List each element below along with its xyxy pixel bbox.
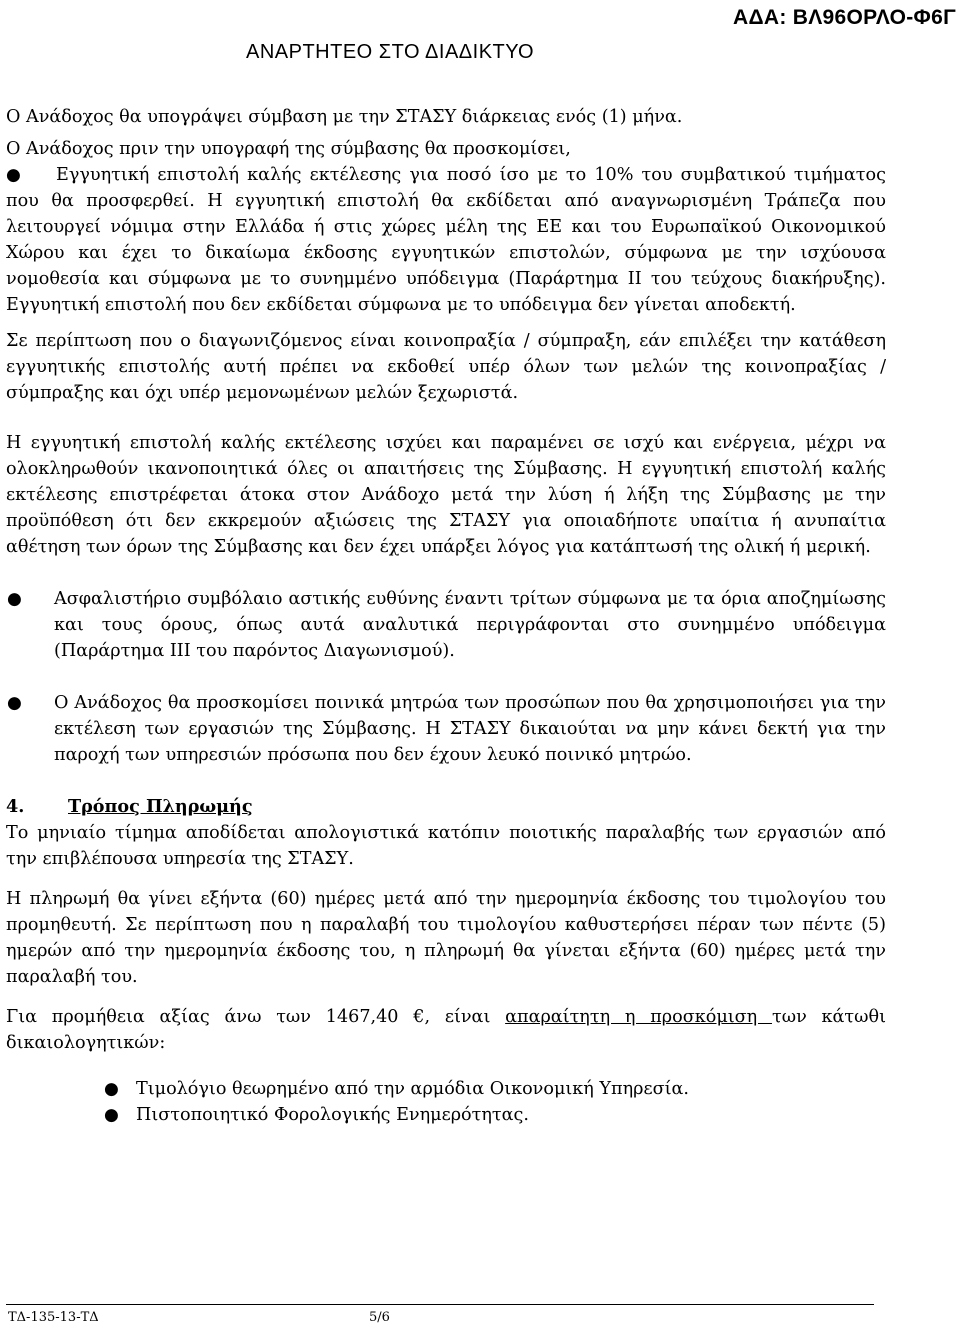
section-heading	[6, 794, 886, 820]
section-number: 4.	[6, 796, 25, 817]
guarantee-text: Εγγυητική επιστολή καλής εκτέλεσης για ποσό ίσο με το 10% του συμβατικού τιμήματος που θα προσφερθεί. Η εγγυητική επιστολή θα εκδίδεται από αναγνωρισμένη Τράπεζα που λειτουργεί νόμιμα στην Ελλάδα ή στις χώρες μέλη της ΕΕ και του Ευρωπαϊκού Οικονομικού Χώρου και έχει το δικαίωμα έκδοσης εγγυητικών επιστολών, σύμφωνα με την ισχύουσα νομοθεσία και σύμφωνα με το συνημμένο υπόδειγμα (Παράρτημα ΙΙ του τεύχους διακήρυξης). Εγγυητική επιστολή που δεν εκδίδεται σύμφωνα με το υπόδειγμα δεν γίνεται αποδεκτή.	[6, 165, 886, 315]
footer-page-number: 5/6	[369, 1310, 390, 1325]
guarantee-validity-text: Η εγγυητική επιστολή καλής εκτέλεσης ισχύει και παραμένει σε ισχύ και ενέργεια, μέχρι να ολοκληρωθούν ικανοποιητικά όλες οι απαιτήσεις της Σύμβασης. Η εγγυητική επιστολή καλής εκτέλεσης επιστρέφεται άτοκα στον Ανάδοχο μετά την λύση ή λήξη της Σύμβασης με την προϋπόθεση ότι δεν εκκρεμούν αξιώσεις της ΣΤΑΣΥ για οποιαδήποτε υπαίτια ή ανυπαίτια αθέτηση των όρων της Σύμβασης και δεν έχει υπάρξει λόγος για κατάπτωσή της ολική ή μερική.	[6, 433, 886, 557]
required-docs-list	[6, 1076, 886, 1128]
payment-paragraph-3	[6, 1004, 886, 1056]
bullet-icon: ●	[104, 1105, 119, 1125]
bullet-icon: ●	[104, 1079, 119, 1099]
bullet-icon: ●	[6, 165, 21, 185]
pre-signature-text: Ο Ανάδοχος πριν την υπογραφή της σύμβασης θα προσκομίσει,	[6, 139, 571, 159]
required-docs-underlined: απαραίτητη η προσκόμιση	[505, 1007, 772, 1027]
insurance-text: Ασφαλιστήριο συμβόλαιο αστικής ευθύνης έναντι τρίτων σύμφωνα με τα όρια αποζημίωσης και τους όρους, όπως αυτά αναλυτικά περιγράφονται στο συνημμένο υπόδειγμα (Παράρτημα ΙΙΙ του παρόντος Διαγωνισμού).	[54, 589, 886, 661]
contract-duration-text: Ο Ανάδοχος θα υπογράψει σύμβαση με την ΣΤΑΣΥ διάρκειας ενός (1) μήνα.	[6, 107, 683, 127]
list-item: ● Πιστοποιητικό Φορολογικής Ενημερότητας.	[6, 1102, 886, 1128]
guarantee-item	[6, 162, 886, 318]
criminal-record-item	[6, 690, 886, 768]
payment-paragraph-2: Η πληρωμή θα γίνει εξήντα (60) ημέρες μετά από την ημερομηνία έκδοσης του τιμολογίου του προμηθευτή. Σε περίπτωση που η παραλαβή του τιμολογίου καθυστερήσει πέραν των πέντε (5) ημερών από την ημερομηνία έκδοσης του, η πληρωμή θα γίνεται εξήντα (60) ημέρες μετά την παραλαβή του.	[6, 889, 886, 987]
payment-paragraph-1: Το μηνιαίο τίμημα αποδίδεται απολογιστικά κατόπιν ποιοτικής παραλαβής των εργασιών από την επιβλέπουσα υπηρεσία της ΣΤΑΣΥ.	[6, 823, 886, 869]
bullet-icon: ●	[7, 589, 22, 609]
list-item: ● Τιμολόγιο θεωρημένο από την αρμόδια Οικονομική Υπηρεσία.	[6, 1076, 886, 1102]
document-body	[6, 104, 886, 1128]
required-docs-suffix: των κάτωθι δικαιολογητικών:	[6, 1007, 886, 1053]
consortium-text: Σε περίπτωση που ο διαγωνιζόμενος είναι κοινοπραξία / σύμπραξη, εάν επιλέξει την κατάθεση εγγυητικής επιστολής αυτή πρέπει να εκδοθεί υπέρ όλων των μελών της κοινοπραξίας / σύμπραξης και όχι υπέρ μεμονωμένων μελών ξεχωριστά.	[6, 331, 886, 403]
bullet-icon: ●	[7, 693, 22, 713]
criminal-record-text: Ο Ανάδοχος θα προσκομίσει ποινικά μητρώα των προσώπων που θα χρησιμοποιήσει για την εκτέλεση των εργασιών της Σύμβασης. Η ΣΤΑΣΥ δικαιούται να μην κάνει δεκτή για την παροχή των υπηρεσιών πρόσωπα που δεν έχουν λευκό ποινικό μητρώο.	[54, 693, 886, 765]
footer-document-code: ΤΔ-135-13-ΤΔ	[8, 1310, 99, 1325]
footer-divider	[6, 1304, 874, 1305]
section-title: Τρόπος Πληρωμής	[68, 796, 253, 817]
insurance-item	[6, 586, 886, 664]
required-docs-prefix: Για προμήθεια αξίας άνω των 1467,40 €, είναι	[6, 1007, 506, 1027]
ada-code: ΑΔΑ: ΒΛ96ΟΡΛΟ-Φ6Γ	[733, 6, 956, 29]
posted-online-heading: ΑΝΑΡΤΗΤΕΟ ΣΤΟ ΔΙΑΔΙΚΤΥΟ	[246, 41, 535, 63]
